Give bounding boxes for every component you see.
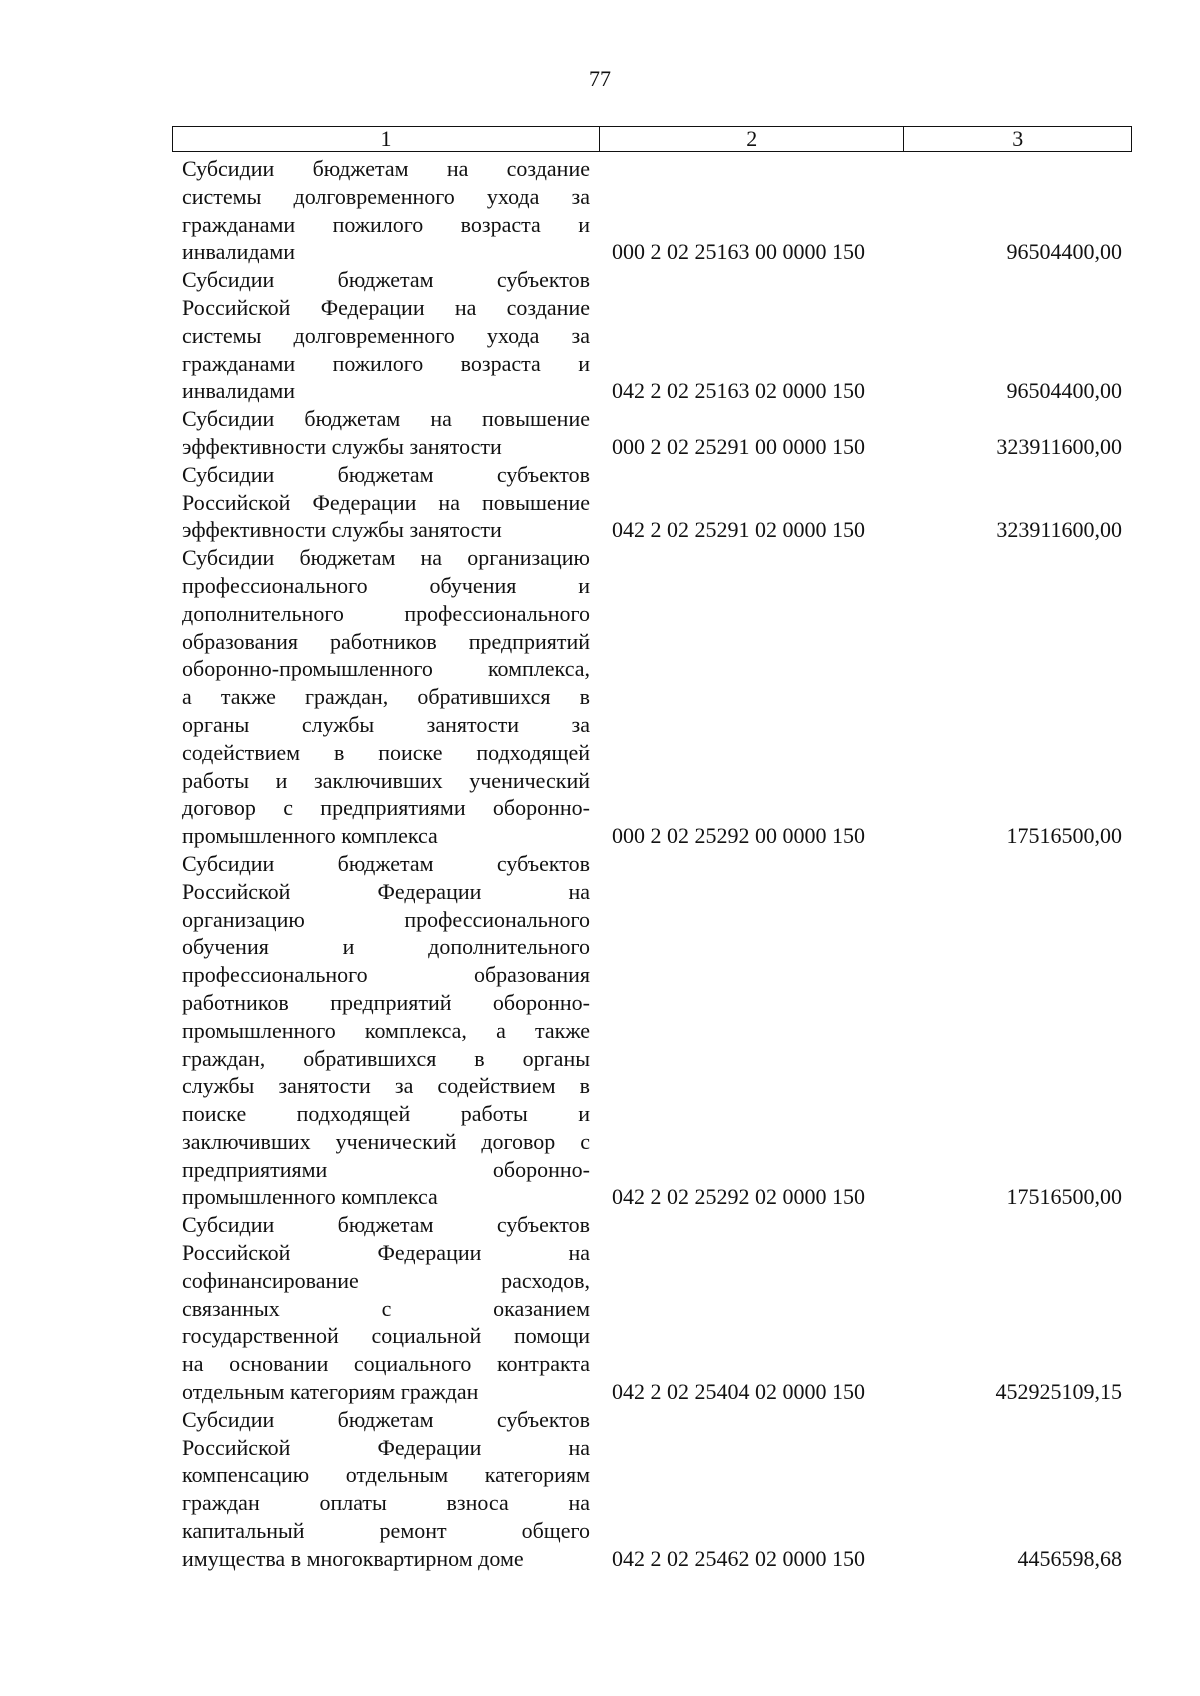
description-line: инвалидами: [182, 378, 296, 404]
description-line: содействием в поиске подходящей: [182, 739, 590, 765]
description-line: гражданами пожилого возраста и: [182, 211, 590, 237]
table-row: [0, 461, 1200, 544]
row-budget-code: 000 2 02 25292 00 0000 150: [612, 823, 865, 849]
description-line: государственной социальной помощи: [182, 1323, 590, 1349]
table-row: [0, 155, 1200, 266]
row-description: [182, 461, 590, 544]
row-amount: 96504400,00: [1006, 239, 1122, 265]
description-line: профессионального образования: [182, 962, 590, 988]
description-line: на основании социального контракта: [182, 1351, 590, 1377]
description-line: Субсидии бюджетам субъектов: [182, 850, 590, 876]
description-line: граждан, обратившихся в органы: [182, 1045, 590, 1071]
column-header-1: 1: [173, 127, 600, 151]
row-budget-code: 000 2 02 25163 00 0000 150: [612, 239, 865, 265]
table-row: [0, 544, 1200, 850]
description-line: промышленного комплекса, а также: [182, 1017, 590, 1043]
description-line: Субсидии бюджетам субъектов: [182, 1212, 590, 1238]
row-budget-code: 042 2 02 25462 02 0000 150: [612, 1545, 865, 1571]
description-line: эффективности службы занятости: [182, 517, 502, 543]
description-line: системы долговременного ухода за: [182, 322, 590, 348]
description-line: Российской Федерации на: [182, 878, 590, 904]
description-line: службы занятости за содействием в: [182, 1073, 590, 1099]
description-line: отдельным категориям граждан: [182, 1379, 479, 1405]
description-line: работников предприятий оборонно-: [182, 989, 590, 1015]
column-header-2: 2: [600, 127, 904, 151]
table-row: [0, 405, 1200, 461]
table-row: [0, 1406, 1200, 1573]
description-line: Российской Федерации на: [182, 1434, 590, 1460]
description-line: связанных с оказанием: [182, 1295, 590, 1321]
description-line: заключивших ученический договор с: [182, 1128, 590, 1154]
description-line: Субсидии бюджетам на создание: [182, 156, 590, 181]
description-line: организацию профессионального: [182, 906, 590, 932]
row-budget-code: 042 2 02 25163 02 0000 150: [612, 378, 865, 404]
description-line: Российской Федерации на: [182, 1240, 590, 1266]
row-amount: 4456598,68: [1017, 1545, 1122, 1571]
table-header: [172, 126, 1132, 152]
row-budget-code: 042 2 02 25291 02 0000 150: [612, 517, 865, 543]
description-line: профессионального обучения и: [182, 572, 590, 598]
row-amount: 96504400,00: [1006, 378, 1122, 404]
description-line: граждан оплаты взноса на: [182, 1490, 590, 1516]
table-row: [0, 266, 1200, 405]
description-line: образования работников предприятий: [182, 628, 590, 654]
description-line: гражданами пожилого возраста и: [182, 350, 590, 376]
description-line: системы долговременного ухода за: [182, 183, 590, 209]
description-line: инвалидами: [182, 239, 296, 265]
row-description: [182, 1211, 590, 1406]
description-line: капитальный ремонт общего: [182, 1518, 590, 1544]
description-line: Субсидии бюджетам субъектов: [182, 1406, 590, 1432]
description-line: работы и заключивших ученический: [182, 767, 590, 793]
description-line: Субсидии бюджетам субъектов: [182, 267, 590, 293]
row-description: [182, 155, 590, 266]
row-amount: 323911600,00: [996, 433, 1122, 459]
description-line: Субсидии бюджетам на повышение: [182, 406, 590, 432]
table-row: [0, 1211, 1200, 1406]
description-line: Субсидии бюджетам субъектов: [182, 461, 590, 487]
description-line: компенсацию отдельным категориям: [182, 1462, 590, 1488]
description-line: договор с предприятиями оборонно-: [182, 795, 590, 821]
description-line: органы службы занятости за: [182, 711, 590, 737]
description-line: оборонно-промышленного комплекса,: [182, 656, 590, 682]
description-line: обучения и дополнительного: [182, 934, 590, 960]
description-line: Российской Федерации на повышение: [182, 489, 590, 515]
row-description: [182, 1406, 590, 1573]
description-line: промышленного комплекса: [182, 823, 438, 849]
row-amount: 323911600,00: [996, 517, 1122, 543]
row-amount: 17516500,00: [1006, 823, 1122, 849]
row-amount: 452925109,15: [995, 1379, 1122, 1405]
column-header-3: 3: [1012, 126, 1024, 151]
table-row: [0, 850, 1200, 1211]
description-line: эффективности службы занятости: [182, 433, 502, 459]
description-line: предприятиями оборонно-: [182, 1156, 590, 1182]
description-line: имущества в многоквартирном доме: [182, 1545, 524, 1571]
row-description: [182, 850, 590, 1211]
row-description: [182, 405, 590, 461]
description-line: промышленного комплекса: [182, 1184, 438, 1210]
row-description: [182, 266, 590, 405]
description-line: дополнительного профессионального: [182, 600, 590, 626]
description-line: софинансирование расходов,: [182, 1267, 590, 1293]
row-budget-code: 042 2 02 25404 02 0000 150: [612, 1379, 865, 1405]
description-line: Субсидии бюджетам на организацию: [182, 545, 590, 571]
page-number: 77: [589, 66, 611, 91]
description-line: а также граждан, обратившихся в: [182, 684, 590, 710]
row-description: [182, 544, 590, 850]
description-line: Российской Федерации на создание: [182, 294, 590, 320]
table-body: [0, 155, 1200, 1573]
row-amount: 17516500,00: [1006, 1184, 1122, 1210]
row-budget-code: 042 2 02 25292 02 0000 150: [612, 1184, 865, 1210]
row-budget-code: 000 2 02 25291 00 0000 150: [612, 433, 865, 459]
description-line: поиске подходящей работы и: [182, 1101, 590, 1127]
